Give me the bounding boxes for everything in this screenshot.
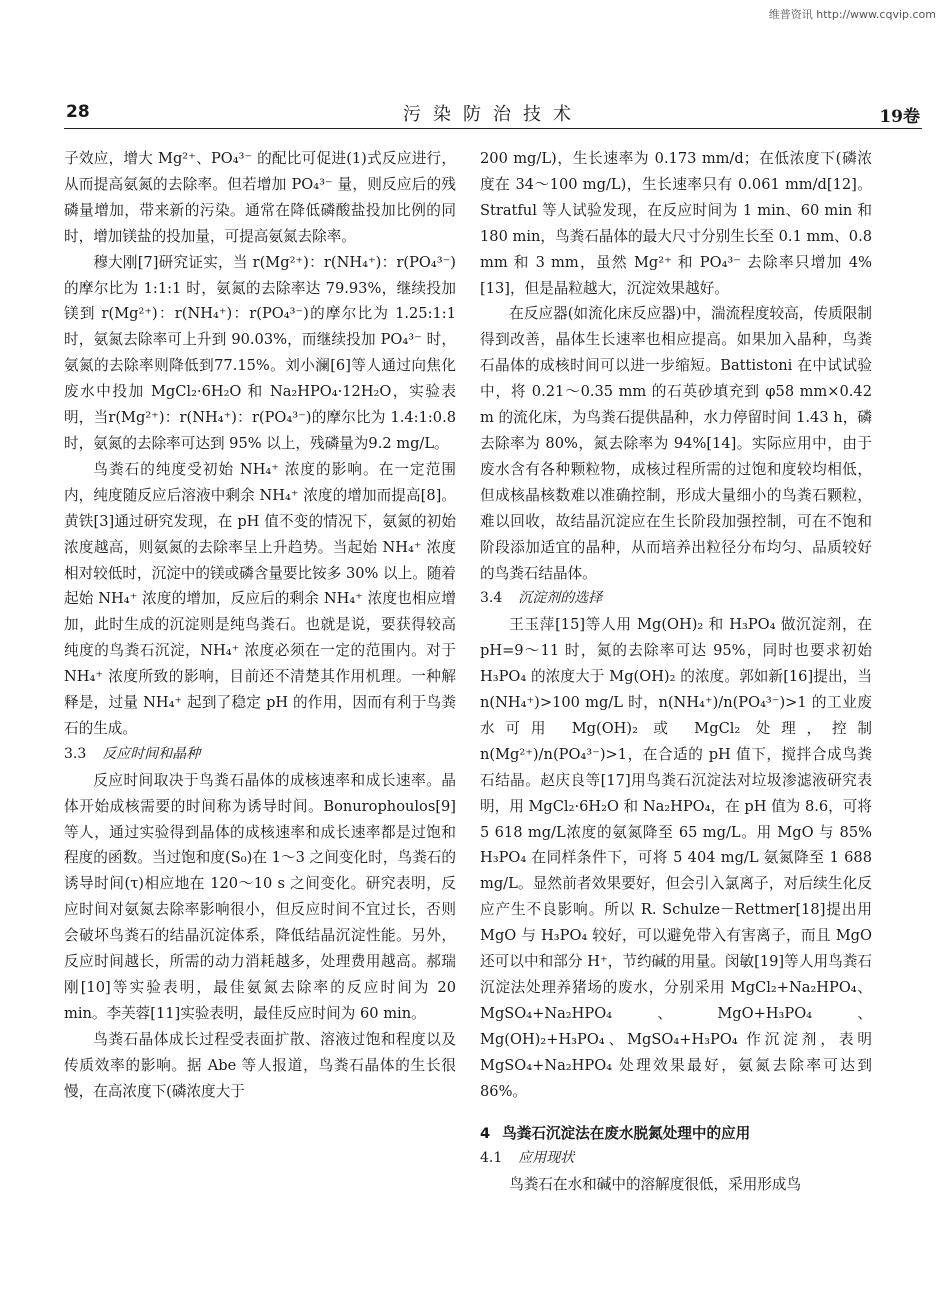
section-title: 沉淀剂的选择 — [518, 590, 603, 607]
section-number: 3.4 — [480, 590, 503, 607]
section-heading-3-3 — [64, 742, 456, 768]
paragraph: 鸟粪石晶体成长过程受表面扩散、溶液过饱和程度以及传质效率的影响。据 Abe 等人报道，鸟粪石晶体的生长很慢，在高浓度下(磷浓度大于 — [64, 1030, 456, 1100]
paragraph: 200 mg/L)，生长速率为 0.173 mm/d；在低浓度下(磷浓度在 34～100 mg/L)，生长速率只有 0.061 mm/d[12]。Stratful 等人试验发现，在反应时间为 1 min、60 min 和 180 min，鸟粪石晶体的最大尺寸分别生长至 0.1 mm、0.8 mm 和 3 mm，虽然 Mg²⁺ 和 PO₄³⁻ 去除率只增加 4%[13]，但是晶粒越大，沉淀效果越好。 — [480, 150, 872, 297]
section-title: 应用现状 — [518, 1150, 575, 1167]
watermark: 维普资讯 http://www.cqvip.com — [768, 8, 936, 21]
paragraph: 鸟粪石的纯度受初始 NH₄⁺ 浓度的影响。在一定范围内，纯度随反应后溶液中剩余 NH₄⁺ 浓度的增加而提高[8]。黄铁[3]通过研究发现，在 pH 值不变的情况下，氨氮的初始浓度越高，则氨氮的去除率呈上升趋势。当起始 NH₄⁺ 浓度相对较低时，沉淀中的镁或磷含量要比铵多 30% 以上。随着起始 NH₄⁺ 浓度的增加，反应后的剩余 NH₄⁺ 浓度也相应增加，此时生成的沉淀则是纯鸟粪石。也就是说，要获得较高纯度的鸟粪石沉淀，NH₄⁺ 浓度必须在一定的范围内。对于 NH₄⁺ 浓度所致的影响，目前还不清楚其作用机理。一种解释是，过量 NH₄⁺ 起到了稳定 pH 的作用，因而有利于鸟粪石的生成。 — [64, 460, 456, 737]
section-heading-4-1 — [480, 1146, 872, 1172]
paragraph: 王玉萍[15]等人用 Mg(OH)₂ 和 H₃PO₄ 做沉淀剂，在 pH=9～11 时，氮的去除率可达 95%，同时也要求初始 H₃PO₄ 的浓度大于 Mg(OH)₂ 的浓度。郭如新[16]提出，当 n(NH₄⁺)>100 mg/L 时，n(NH₄⁺)/n(PO₄³⁻)>1 的工业废水可用 Mg(OH)₂ 或 MgCl₂ 处理，控制 n(Mg²⁺)/n(PO₄³⁻)>1，在合适的 pH 值下，搅拌合成鸟粪石结晶。赵庆良等[17]用鸟粪石沉淀法对垃圾渗滤液研究表明，用 MgCl₂·6H₂O 和 Na₂HPO₄，在 pH 值为 8.6，可将 5 618 mg/L浓度的氨氮降至 65 mg/L。用 MgO 与 85% H₃PO₄ 在同样条件下，可将 5 404 mg/L 氨氮降至 1 688 mg/L。显然前者效果要好，但会引入氯离子，对后续生化反应产生不良影响。所以 R. Schulze－Rettmer[18]提出用 MgO 与 H₃PO₄ 较好，可以避免带入有害离子，而且 MgO 还可以中和部分 H⁺，节约碱的用量。闵敏[19]等人用鸟粪石沉淀法处理养猪场的废水，分别采用 MgCl₂+Na₂HPO₄、MgSO₄+Na₂HPO₄、MgO+H₃PO₄、Mg(OH)₂+H₃PO₄、MgSO₄+H₃PO₄ 作沉淀剂，表明 MgSO₄+Na₂HPO₄ 处理效果最好，氨氮去除率可达到 86%。 — [480, 616, 872, 1100]
section-title: 反应时间和晶种 — [102, 745, 201, 762]
section-number: 3.3 — [64, 745, 87, 762]
section-heading-3-4 — [480, 586, 872, 612]
paragraph: 鸟粪石在水和碱中的溶解度很低，采用形成鸟 — [509, 1176, 802, 1194]
paragraph: 反应时间取决于鸟粪石晶体的成核速率和成长速率。晶体开始成核需要的时间称为诱导时间。Bonurophoulos[9]等人，通过实验得到晶体的成核速率和成长速率都是过饱和程度的函数。当过饱和度(S₀)在 1～3 之间变化时，鸟粪石的诱导时间(τ)相应地在 120～10 s 之间变化。研究表明，反应时间对氨氮去除率影响很小，但反应时间不宜过长，否则会破坏鸟粪石的结晶沉淀体系，降低结晶沉淀性能。另外，反应时间越长，所需的动力消耗越多，处理费用越高。郝瑞刚[10]等实验表明，最佳氨氮去除率的反应时间为 20 min。李芙蓉[11]实验表明，最佳反应时间为 60 min。 — [64, 771, 456, 1022]
paragraph: 子效应，增大 Mg²⁺、PO₄³⁻ 的配比可促进(1)式反应进行，从而提高氨氮的去除率。但若增加 PO₄³⁻ 量，则反应后的残磷量增加，带来新的污染。通常在降低磷酸盐投加比例的同时，增加镁盐的投加量，可提高氨氮去除率。 — [64, 150, 456, 245]
right-column — [480, 146, 872, 1198]
paragraph: 在反应器(如流化床反应器)中，湍流程度较高，传质限制得到改善，晶体生长速率也相应提高。如果加入晶种，鸟粪石晶体的成核时间可以进一步缩短。Battistoni 在中试试验中，将 0.21～0.35 mm 的石英砂填充到 φ58 mm×0.42 m 的流化床，为鸟粪石提供晶种，水力停留时间 1.43 h，磷去除率为 80%，氮去除率为 94%[14]。实际应用中，由于废水含有各种颗粒物，成核过程所需的过饱和度较均相低，但成核晶核数难以准确控制，形成大量细小的鸟粪石颗粒，难以回收，故结晶沉淀应在生长阶段加强控制，可在不饱和阶段添加适宜的晶种，从而培养出粒径分布均匀、品质较好的鸟粪石结晶体。 — [480, 305, 872, 582]
section-heading-4 — [480, 1121, 872, 1147]
left-column — [64, 146, 456, 1105]
page-header — [64, 94, 922, 129]
page-number: 28 — [66, 102, 90, 122]
section-number: 4 — [480, 1124, 491, 1142]
journal-title: 污染防治技术 — [403, 104, 583, 125]
section-title: 鸟粪石沉淀法在废水脱氮处理中的应用 — [502, 1124, 751, 1142]
volume-label: 19卷 — [879, 107, 920, 127]
section-number: 4.1 — [480, 1150, 503, 1167]
paragraph: 穆大刚[7]研究证实，当 r(Mg²⁺)：r(NH₄⁺)：r(PO₄³⁻)的摩尔比为 1:1:1 时，氨氮的去除率达 79.93%，继续投加镁到 r(Mg²⁺)：r(NH₄⁺)：r(PO₄³⁻)的摩尔比为 1.25:1:1 时，氨氮去除率可上升到 90.03%，而继续投加 PO₄³⁻ 时，氨氮的去除率则降低到77.15%。刘小澜[6]等人通过向焦化废水中投加 MgCl₂·6H₂O 和 Na₂HPO₄·12H₂O，实验表明，当r(Mg²⁺)：r(NH₄⁺)：r(PO₄³⁻)的摩尔比为 1.4:1:0.8 时，氨氮的去除率可达到 95% 以上，残磷量为9.2 mg/L。 — [64, 253, 456, 452]
